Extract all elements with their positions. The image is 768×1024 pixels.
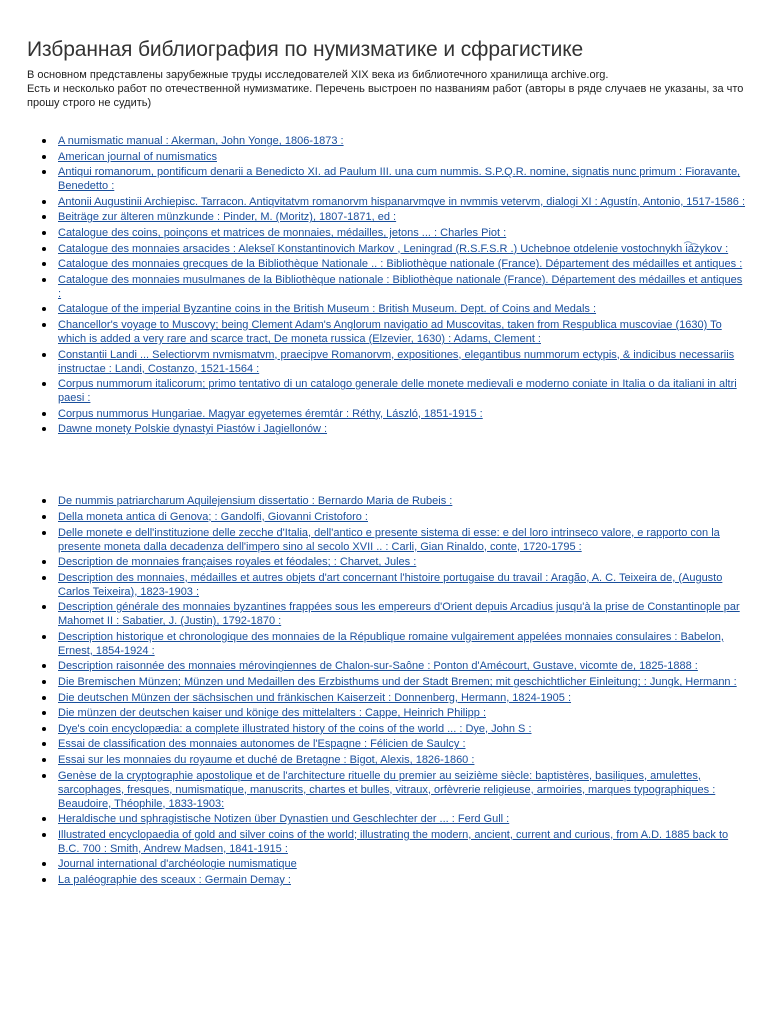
list-item	[27, 555, 747, 569]
bibliography-link[interactable]: Description générale des monnaies byzantines frappées sous les empereurs d'Orient depuis Arcadius jusqu'à la prise de Constantinople par Mahomet II : Sabatier, J. (Justin), 1792-1870 :	[58, 601, 740, 628]
list-item	[27, 659, 747, 673]
bibliography-link[interactable]: Antonii Augustinii Archiepisc. Tarracon. Antiqvitatvm romanorvm hispanarvmqve in nvmmis vetervm, dialogi XI : Agustín, Antonio, 1517-1586 :	[58, 195, 746, 208]
list-item	[27, 812, 747, 826]
bibliography-link[interactable]: A numismatic manual : Akerman, John Yonge, 1806-1873 :	[58, 135, 344, 147]
list-item	[27, 210, 747, 224]
bibliography-link[interactable]: Catalogue of the imperial Byzantine coins in the British Museum : British Museum. Dept. of Coins and Medals :	[58, 303, 597, 316]
bibliography-link[interactable]: Illustrated encyclopaedia of gold and silver coins of the world; illustrating the modern, ancient, current and curious, from A.D. 1885 back to B.C. 700 : Smith, Andrew Madsen, 1841-1915 :	[58, 828, 729, 855]
bibliography-link[interactable]: Corpus nummorus Hungariae. Magyar egyetemes éremtár : Réthy, László, 1851-1915 :	[58, 407, 483, 420]
bibliography-link[interactable]: Essai sur les monnaies du royaume et duché de Bretagne : Bigot, Alexis, 1826-1860 :	[58, 754, 475, 767]
bibliography-link[interactable]: Die deutschen Münzen der sächsischen und fränkischen Kaiserzeit : Donnenberg, Hermann, 1824-1905 :	[58, 691, 572, 704]
bibliography-link[interactable]: Della moneta antica di Genova; : Gandolfi, Giovanni Cristoforo :	[58, 510, 368, 523]
intro-line-2: Есть и несколько работ по отечественной нумизматике. Перечень выстроен по названиям работ (авторы в ряде случаев не указаны, за что прошу строго не судить)	[27, 83, 744, 109]
bibliography-link[interactable]: Catalogue des monnaies musulmanes de la Bibliothèque nationale : Bibliothèque nationale (France). Département des médailles et antiques :	[58, 273, 743, 300]
bibliography-link[interactable]: Essai de classification des monnaies autonomes de l'Espagne : Félicien de Saulcy :	[58, 738, 466, 751]
list-item	[27, 273, 747, 301]
page-title: Избранная библиография по нумизматике и сфрагистике	[27, 38, 584, 61]
list-item	[27, 195, 747, 209]
list-item	[27, 737, 747, 751]
list-item	[27, 691, 747, 705]
bibliography-list-2	[27, 494, 747, 887]
bibliography-link[interactable]: Description de monnaies françaises royales et féodales; : Charvet, Jules :	[58, 556, 417, 569]
bibliography-link[interactable]: La paléographie des sceaux : Germain Demay :	[58, 874, 291, 886]
bibliography-link[interactable]: Beiträge zur älteren münzkunde : Pinder, M. (Moritz), 1807-1871, ed :	[58, 211, 397, 224]
bibliography-link[interactable]: Die Bremischen Münzen; Münzen und Medaillen des Erzbisthums und der Stadt Bremen; mit geschichtlicher Einleitung; : Jungk, Hermann :	[58, 676, 737, 689]
list-item	[27, 242, 747, 256]
list-item	[27, 407, 747, 421]
list-item	[27, 630, 747, 658]
list-item	[27, 769, 747, 811]
list-item	[27, 706, 747, 720]
bibliography-link[interactable]: Dawne monety Polskie dynastyi Piastów i Jagiellonów :	[58, 423, 328, 436]
bibliography-link[interactable]: De nummis patriarcharum Aquilejensium dissertatio : Bernardo Maria de Rubeis :	[58, 495, 453, 508]
list-item	[27, 257, 747, 271]
bibliography-link[interactable]: Journal international d'archéologie numismatique	[58, 858, 297, 871]
list-item	[27, 753, 747, 767]
list-item	[27, 857, 747, 871]
list-item	[27, 150, 747, 164]
list-item	[27, 526, 747, 554]
list-item	[27, 510, 747, 524]
intro-text	[27, 68, 747, 110]
bibliography-link[interactable]: Genèse de la cryptographie apostolique et de l'architecture rituelle du premier au seizième siècle: baptistères, basiliques, amulettes, sarcophages, fresques, numismatique, manuscrits, chartes et bulles, vitraux, orfèvrerie religieuse, armoiries, marques typographiques : Beaudoire, Théophile, 1833-1903:	[58, 769, 716, 810]
list-item	[27, 226, 747, 240]
bibliography-link[interactable]: Heraldische und sphragistische Notizen über Dynastien und Geschlechter der ... : Ferd Gull :	[58, 813, 510, 826]
list-item	[27, 675, 747, 689]
list-item	[27, 722, 747, 736]
bibliography-link[interactable]: Description des monnaies, médailles et autres objets d'art concernant l'histoire portugaise du travail : Aragão, A. C. Teixeira de, (Augusto Carlos Teixeira), 1823-1903 :	[58, 571, 723, 598]
bibliography-link[interactable]: Catalogue des monnaies grecques de la Bibliothèque Nationale .. : Bibliothèque nationale (France). Département des médailles et antiques :	[58, 258, 743, 271]
list-item	[27, 302, 747, 316]
bibliography-link[interactable]: Delle monete e dell'instituzione delle zecche d'Italia, dell'antico e presente sistema di esse: e del loro intrinseco valore, e rapporto con la presente moneta dalla decadenza dell'impero sino al secolo XVII .. : Carli, Gian Rinaldo, conte, 1720-1795 :	[58, 526, 720, 553]
list-item	[27, 828, 747, 856]
bibliography-link[interactable]: American journal of numismatics	[58, 150, 217, 163]
bibliography-link[interactable]: Catalogue des monnaies arsacides : Alekseĭ Konstantinovich Markov , Leningrad (R.S.F.S.R .) Uchebnoe otdelenie vostochnykh i͡a͡zykov :	[58, 242, 729, 255]
list-item	[27, 377, 747, 405]
list-item	[27, 600, 747, 628]
list-item	[27, 318, 747, 346]
list-item	[27, 494, 747, 508]
bibliography-link[interactable]: Antiqui romanorum, pontificum denarii a Benedicto XI. ad Paulum III. una cum nummis. S.P.Q.R. nomine, signatis nunc primum : Fioravante, Benedetto :	[58, 166, 741, 193]
bibliography-link[interactable]: Dye's coin encyclopædia: a complete illustrated history of the coins of the world ... : Dye, John S :	[58, 722, 532, 735]
list-item	[27, 134, 747, 148]
list-item	[27, 571, 747, 599]
bibliography-link[interactable]: Corpus nummorum italicorum; primo tentativo di un catalogo generale delle monete medievali e moderno coniate in Italia o da italiani in altri paesi :	[58, 378, 737, 405]
bibliography-list-1	[27, 134, 747, 436]
list-item	[27, 422, 747, 436]
list-item	[27, 348, 747, 376]
bibliography-link[interactable]: Constantii Landi ... Selectiorvm nvmismatvm, praecipve Romanorvm, expositiones, elegantibus nummorum ectypis, & indicibus necessariis instructae : Landi, Costanzo, 1521-1564 :	[58, 348, 735, 375]
bibliography-link[interactable]: Catalogue des coins, poinçons et matrices de monnaies, médailles, jetons ... : Charles Piot :	[58, 226, 507, 239]
bibliography-link[interactable]: Die münzen der deutschen kaiser und könige des mittelalters : Cappe, Heinrich Philipp :	[58, 707, 487, 720]
bibliography-link[interactable]: Description historique et chronologique des monnaies de la République romaine vulgairement appelées monnaies consulaires : Babelon, Ernest, 1854-1924 :	[58, 630, 724, 657]
list-item	[27, 873, 747, 887]
intro-line-1: В основном представлены зарубежные труды исследователей XIX века из библиотечного хранилища archive.org.	[27, 69, 609, 81]
bibliography-link[interactable]: Chancellor's voyage to Muscovy; being Clement Adam's Anglorum navigatio ad Muscovitas, taken from Respublica muscoviae (1630) To which is added a very rare and scarce tract, De moneta russica (Elzevier, 1630) : Adams, Clement :	[58, 318, 722, 345]
bibliography-link[interactable]: Description raisonnée des monnaies mérovingiennes de Chalon-sur-Saône : Ponton d'Amécourt, Gustave, vicomte de, 1825-1888 :	[58, 660, 698, 673]
list-item	[27, 165, 747, 193]
document-page	[27, 0, 747, 889]
